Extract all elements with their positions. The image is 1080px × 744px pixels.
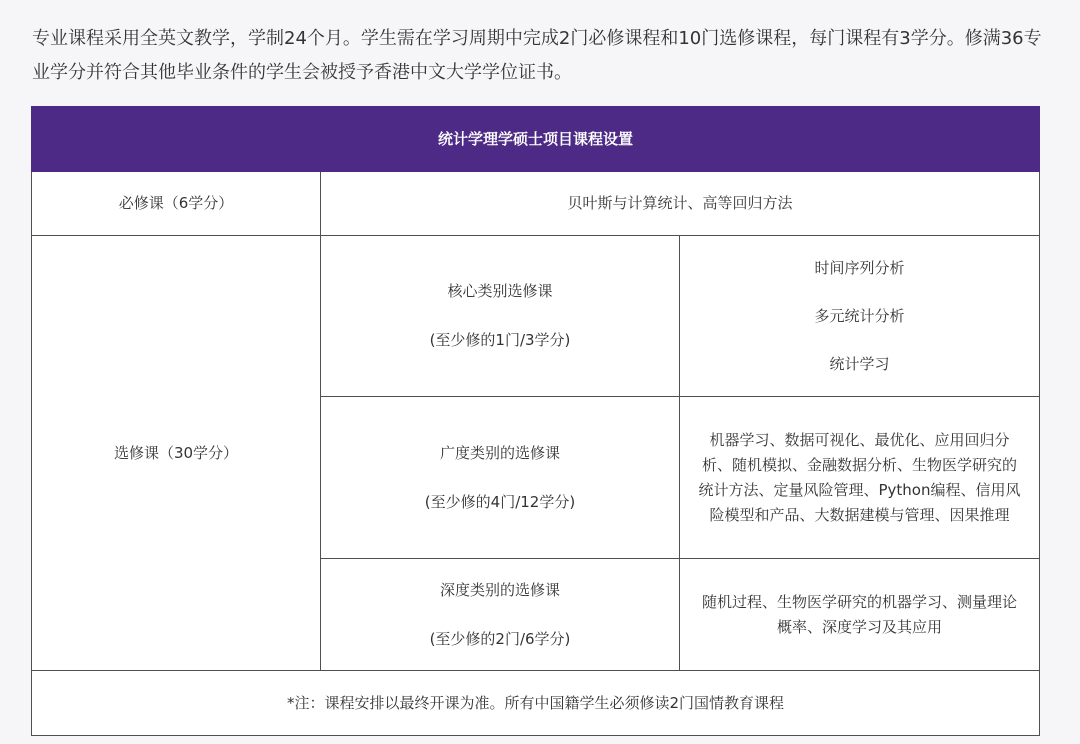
depth-courses: 随机过程、生物医学研究的机器学习、测量理论概率、深度学习及其应用 (680, 559, 1040, 671)
required-label: 必修课（6学分） (32, 172, 321, 236)
core-course-item: 时间序列分析 (814, 258, 905, 277)
table-row-core (32, 236, 1040, 397)
core-category-requirement: (至少修的1门/3学分) (429, 331, 571, 349)
table-title: 统计学理学硕士项目课程设置 (32, 107, 1040, 172)
core-course-item: 统计学习 (829, 354, 890, 373)
required-courses: 贝叶斯与计算统计、高等回归方法 (321, 172, 1040, 236)
depth-category-requirement: (至少修的2门/6学分) (429, 629, 571, 648)
breadth-category-cell (321, 397, 680, 559)
core-courses-cell (680, 236, 1040, 397)
curriculum-table (31, 106, 1040, 736)
breadth-category-name: 广度类别的选修课 (439, 443, 560, 462)
depth-category-name: 深度类别的选修课 (439, 580, 560, 599)
depth-category-cell (321, 559, 680, 671)
core-course-item: 多元统计分析 (814, 306, 905, 325)
core-category-name: 核心类别选修课 (447, 282, 553, 300)
core-category-cell (321, 236, 680, 397)
table-row-required (32, 172, 1040, 236)
breadth-courses: 机器学习、数据可视化、最优化、应用回归分析、随机模拟、金融数据分析、生物医学研究的统计方法、定量风险管理、Python编程、信用风险模型和产品、大数据建模与管理、因果推理 (680, 397, 1040, 559)
table-note: *注：课程安排以最终开课为准。所有中国籍学生必须修读2门国情教育课程 (32, 671, 1040, 736)
table-row-note (32, 671, 1040, 736)
breadth-category-requirement: (至少修的4门/12学分) (424, 492, 576, 511)
elective-label: 选修课（30学分） (32, 236, 321, 671)
intro-paragraph: 专业课程采用全英文教学，学制24个月。学生需在学习周期中完成2门必修课程和10门选修课程，每门课程有3学分。修满36专业学分并符合其他毕业条件的学生会被授予香港中文大学学位证书。 (32, 28, 1042, 83)
